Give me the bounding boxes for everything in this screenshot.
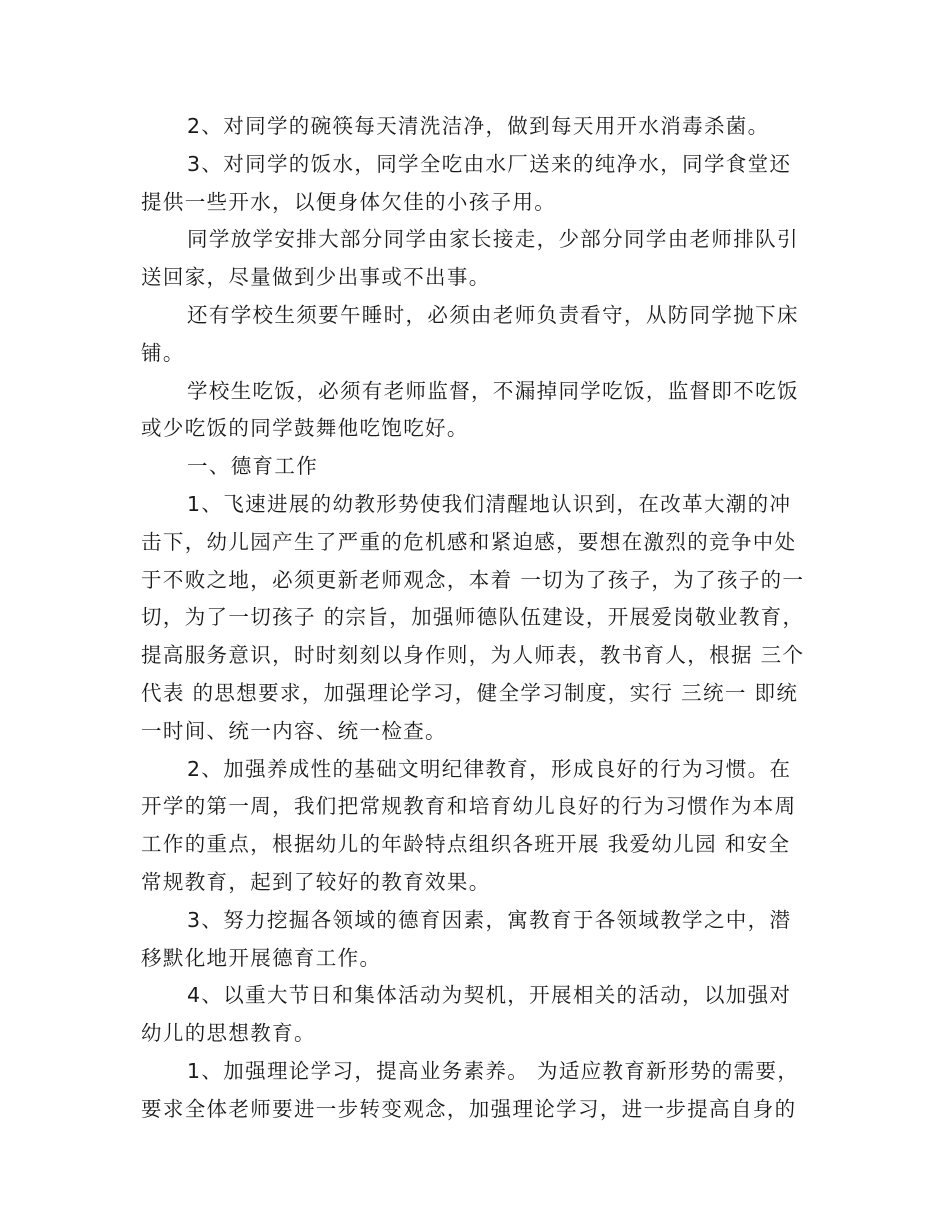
paragraph-meal-time: 学校生吃饭，必须有老师监督，不漏掉同学吃饭，监督即不吃饭或少吃饭的同学鼓舞他吃饱吃好。: [141, 378, 799, 441]
paragraph-sanitation: 2、对同学的碗筷每天清洗洁净，做到每天用开水消毒杀菌。: [187, 114, 770, 138]
paragraph-moral-factors: 3、努力挖掘各领域的德育因素，寓教育于各领域教学之中，潜移默化地开展德育工作。: [141, 907, 792, 970]
paragraph-festival-activities: 4、以重大节日和集体活动为契机，开展相关的活动，以加强对幼儿的思想教育。: [141, 983, 792, 1046]
paragraph-theory-study: 1、加强理论学习，提高业务素养。 为适应教育新形势的需要，要求全体老师要进一步转变观念，加强理论学习，进一步提高自身的: [141, 1058, 800, 1121]
paragraph-drinking-water: 3、对同学的饭水，同学全吃由水厂送来的纯净水，同学食堂还提供一些开水，以便身体欠佳的小孩子用。: [141, 151, 792, 214]
paragraph-dismissal: 同学放学安排大部分同学由家长接走，少部分同学由老师排队引送回家，尽量做到少出事或不出事。: [141, 227, 799, 290]
paragraph-nap-time: 还有学校生须要午睡时，必须由老师负责看守，从防同学抛下床铺。: [141, 302, 799, 365]
paragraph-behavior-habits: 2、加强养成性的基础文明纪律教育，形成良好的行为习惯。在开学的第一周，我们把常规教育和培育幼儿良好的行为习惯作为本周工作的重点，根据幼儿的年龄特点组织各班开展 我爱幼儿园 和安全常规教育，起到了较好的教育效果。: [141, 756, 797, 894]
paragraph-teacher-ethics: 1、飞速进展的幼教形势使我们清醒地认识到，在改革大潮的冲击下，幼儿园产生了严重的危机感和紧迫感，要想在激烈的竞争中处于不败之地，必须更新老师观念，本着 一切为了孩子，为了孩子的一切，为了一切孩子 的宗旨，加强师德队伍建设，开展爱岗敬业教育，提高服务意识，时时刻刻以身作则，为人师表，教书育人，根据 三个代表 的思想要求，加强理论学习，健全学习制度，实行 三统一 即统一时间、统一内容、统一检查。: [141, 491, 805, 743]
section-heading-moral-education: 一、德育工作: [187, 454, 319, 479]
